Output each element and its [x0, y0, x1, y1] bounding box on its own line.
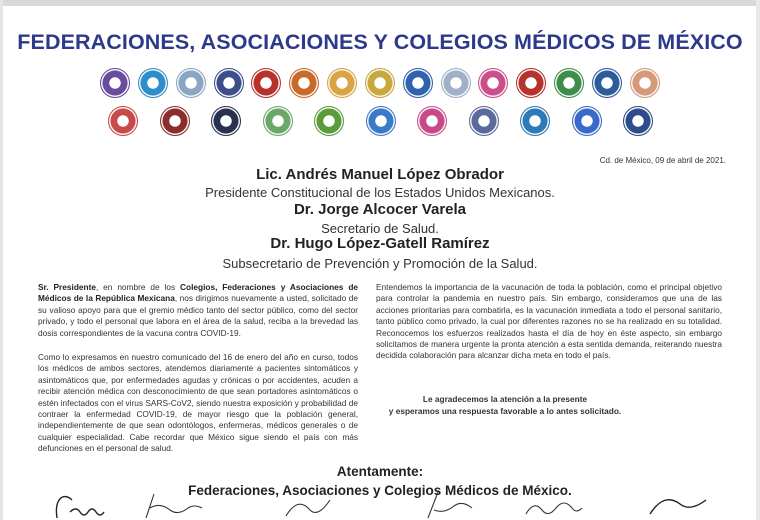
red-emblem-icon	[516, 68, 546, 98]
text-logo-icon	[108, 106, 138, 136]
blue-seal-icon	[592, 68, 622, 98]
closing-line-1: Le agradecemos la atención a la presente	[422, 394, 588, 404]
sign-off-label: Atentamente:	[336, 464, 424, 479]
closing-line-2: y esperamos una respuesta favorable a lo antes solicitado.	[388, 406, 622, 416]
square-emblem-icon	[251, 68, 281, 98]
paragraph-2: Como lo expresamos en nuestro comunicado del 16 de enero del año en curso, todos los médicos de ambos sectores, atendemos diariamente a pacientes sintomáticos y asintomáticos que, por enfermedades agudas y crónicas o por accidentes, acuden a recibir atención médica con desconocimiento de que sean portadores asintomáticos o estén infectados con el virus SARS-CoV2, siendo nuestra exposición y probabilidad de contraer la enfermedad COVID-19, de mayor riesgo que la población general, independientemente de que sean odontólogos, enfermeras, médicos generales o de cualquier especialidad. Cabe recordar que México sigue siendo el país con más defunciones en el personal de salud.	[38, 352, 358, 454]
text-logo-icon	[417, 106, 447, 136]
signature-4	[420, 488, 480, 520]
paragraph-1	[38, 282, 358, 339]
signature-3	[280, 488, 340, 520]
page-border-top	[0, 0, 760, 6]
text-logo-icon	[469, 106, 499, 136]
text-logo-icon	[160, 106, 190, 136]
cmi-logo-icon	[138, 68, 168, 98]
lungs-logo-icon	[630, 68, 660, 98]
signature-1	[52, 488, 112, 520]
green-circle-icon	[554, 68, 584, 98]
star-emblem-icon	[211, 106, 241, 136]
addressee-name-2: Dr. Jorge Alcocer Varela	[293, 201, 467, 218]
figure-emblem-icon	[289, 68, 319, 98]
logos-row-1	[100, 68, 660, 98]
tmc-logo-icon	[403, 68, 433, 98]
mexico-map-icon	[441, 68, 471, 98]
seal-logo-icon	[100, 68, 130, 98]
caduceus-emblem-icon	[366, 106, 396, 136]
addressee-name-1: Lic. Andrés Manuel López Obrador	[256, 166, 504, 183]
paragraph-1-text-a: , en nombre de los	[95, 282, 181, 292]
gold-shield-icon	[365, 68, 395, 98]
signature-2	[140, 488, 210, 520]
addressee-role-3: Subsecretario de Prevención y Promoción de la Salud.	[222, 256, 538, 271]
sign-off-organization: Federaciones, Asociaciones y Colegios Médicos de México.	[188, 483, 572, 498]
hands-emblem-icon	[520, 106, 550, 136]
letter-date: Cd. de México, 09 de abril de 2021.	[599, 156, 726, 165]
addressee-role-2: Secretario de Salud.	[321, 221, 439, 236]
paragraph-3: Entendemos la importancia de la vacunación de toda la población, como el principal objetivo para controlar la pandemia en nuestro país. Sin embargo, consideramos que una de las acciones prioritarias para combatirla, es la vacunación inmediata a todo el personal sanitario, tanto público como privado, la cual por diferentes razones no se ha realizado en su totalidad. Reconocemos los esfuerzos realizados hasta el día de hoy en éste aspecto, sin embargo solicitamos de manera urgente la pronta atención a esta sentida demanda, reiterando nuestra decidida colaboración para alcanzar dicha meta en todo el país.	[376, 282, 722, 361]
blue-globe-seal-icon	[623, 106, 653, 136]
map-emblem-icon	[327, 68, 357, 98]
organization-mention: Colegios, Federaciones y Asociaciones de Médicos de la República Mexicana	[38, 282, 358, 304]
circle-emblem-icon	[176, 68, 206, 98]
paragraph-1-text-b: , nos dirigimos nuevamente a usted, solicitado de su valioso apoyo para que el gremio médico tanto del sector público, como del sector privado, y todo el personal que labora en el área de la salud, reciba a la brevedad las dosis correspondientes de la vacuna contra COVID-19.	[38, 293, 358, 338]
addressee-name-3: Dr. Hugo López-Gatell Ramírez	[270, 235, 490, 252]
signature-5	[520, 488, 590, 520]
colorful-circle-icon	[478, 68, 508, 98]
fccpm-logo-icon	[572, 106, 602, 136]
logos-row-2	[108, 106, 653, 136]
addressee-role-1: Presidente Constitucional de los Estados Unidos Mexicanos.	[205, 185, 555, 200]
shield-emblem-icon	[214, 68, 244, 98]
document-title: FEDERACIONES, ASOCIACIONES Y COLEGIOS MÉDICOS DE MÉXICO	[17, 30, 743, 54]
salutation: Sr. Presidente	[38, 282, 96, 292]
wreath-emblem-icon	[263, 106, 293, 136]
green-logo-icon	[314, 106, 344, 136]
signature-6	[640, 488, 710, 520]
